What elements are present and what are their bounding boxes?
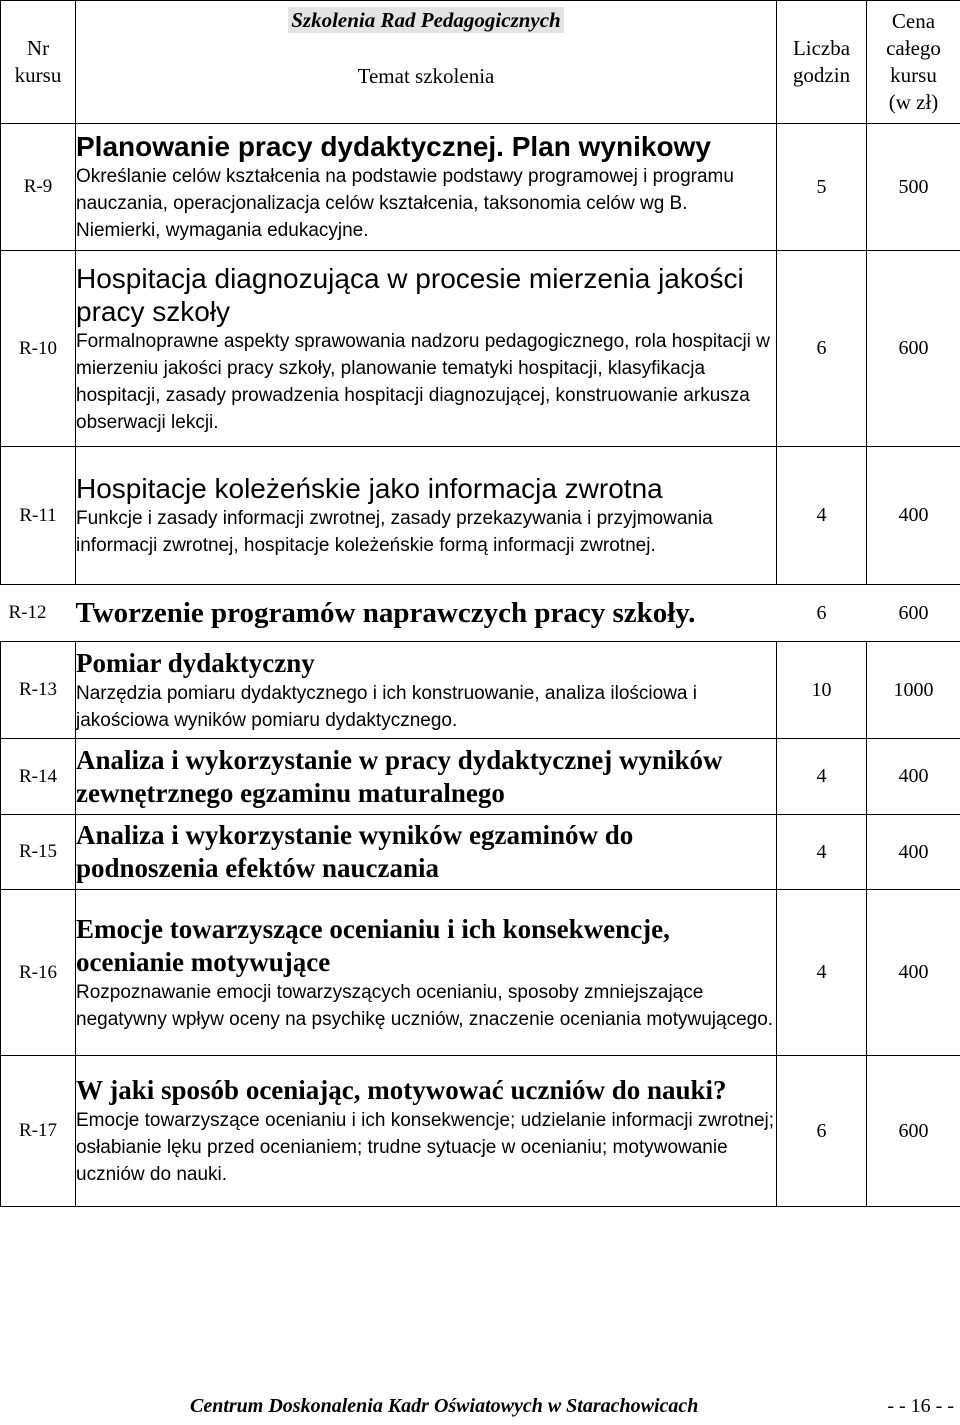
header-price-line-2: całego (886, 36, 941, 60)
course-number: R-12 (8, 602, 47, 623)
course-number: R-16 (1, 890, 76, 1056)
course-topic (76, 1056, 777, 1207)
header-nr-line-1: Nr (26, 36, 50, 60)
header-nr (1, 1, 76, 124)
course-description: Określanie celów kształcenia na podstawie podstawy programowej i programu nauczania, operacjonalizacja celów kształcenia, taksonomia celów wg B. Niemierki, wymagania edukacyjne. (76, 166, 734, 241)
course-topic (76, 124, 777, 251)
course-hours: 5 (777, 124, 867, 251)
course-number: R-14 (1, 739, 76, 815)
table-row (1, 1056, 960, 1207)
course-price: 400 (867, 739, 960, 815)
course-topic (76, 642, 777, 739)
course-price: 600 (898, 601, 929, 624)
course-title: Planowanie pracy dydaktycznej. Plan wynikowy (76, 131, 711, 162)
course-description: Rozpoznawanie emocji towarzyszących ocenianiu, sposoby zmniejszające negatywny wpływ oceny na psychikę uczniów, znaczenie oceniania motywującego. (76, 981, 774, 1030)
course-hours: 6 (777, 1056, 867, 1207)
course-description: Emocje towarzyszące ocenianiu i ich konsekwencje; udzielanie informacji zwrotnej; osłabianie lęku przed ocenianiem; trudne sytuacje w ocenianiu; motywowanie uczniów do nauki. (76, 1110, 775, 1185)
course-hours: 4 (777, 815, 867, 890)
course-title: Analiza i wykorzystanie w pracy dydaktycznej wyników zewnętrznego egzaminu maturalnego (76, 744, 723, 808)
course-description: Narzędzia pomiaru dydaktycznego i ich konstruowanie, analiza ilościowa i jakościowa wyników pomiaru dydaktycznego. (76, 682, 697, 731)
header-hours-line-1: Liczba (792, 36, 851, 60)
course-number: R-13 (1, 642, 76, 739)
table-row (1, 739, 960, 815)
header-hours-line-2: godzin (792, 63, 851, 87)
course-price: 400 (867, 890, 960, 1056)
series-title: Szkolenia Rad Pedagogicznych (76, 7, 776, 34)
table-row (1, 585, 960, 642)
course-price: 600 (867, 1056, 960, 1207)
course-description: Formalnoprawne aspekty sprawowania nadzoru pedagogicznego, rola hospitacji w mierzeniu jakości pracy szkoły, planowanie tematyki hospitacji, klasyfikacja hospitacji, zasady prowadzenia hospitacji diagnozującej, konstruowanie arkusza obserwacji lekcji. (76, 330, 770, 433)
header-price-line-1: Cena (891, 9, 936, 33)
footer-institution: Centrum Doskonalenia Kadr Oświatowych w Starachowicach (190, 1395, 699, 1417)
course-title: W jaki sposób oceniając, motywować uczniów do nauki? (76, 1075, 727, 1105)
course-price: 400 (867, 815, 960, 890)
course-hours: 4 (777, 739, 867, 815)
course-title: Analiza i wykorzystanie wyników egzaminów do podnoszenia efektów nauczania (76, 820, 634, 883)
course-topic (76, 447, 777, 585)
course-price: 1000 (867, 642, 960, 739)
table-row (1, 890, 960, 1056)
course-number: R-11 (1, 447, 76, 585)
table-row (1, 815, 960, 890)
course-number: R-9 (1, 124, 76, 251)
header-topic-label: Temat szkolenia (357, 64, 495, 88)
course-description: Funkcje i zasady informacji zwrotnej, zasady przekazywania i przyjmowania informacji zwrotnej, hospitacje koleżeńskie formą informacji zwrotnej. (76, 508, 713, 556)
course-topic (76, 585, 777, 642)
course-hours: 6 (777, 251, 867, 447)
course-title: Emocje towarzyszące ocenianiu i ich konsekwencje, ocenianie motywujące (76, 913, 670, 977)
course-hours: 4 (777, 447, 867, 585)
course-number: R-17 (1, 1056, 76, 1207)
course-title: Tworzenie programów naprawczych pracy szkoły. (75, 596, 696, 629)
page-number: - - 16 - - (887, 1395, 954, 1417)
header-price (867, 1, 960, 124)
course-number: R-15 (1, 815, 76, 890)
course-topic (76, 815, 777, 890)
course-hours: 6 (816, 601, 827, 624)
table-row (1, 447, 960, 585)
header-price-line-4: (w zł) (888, 90, 939, 114)
table-row (1, 642, 960, 739)
course-topic (76, 890, 777, 1056)
course-title: Hospitacja diagnozująca w procesie mierzenia jakości pracy szkoły (76, 262, 744, 327)
course-title: Pomiar dydaktyczny (76, 647, 315, 678)
course-title: Hospitacje koleżeńskie jako informacja zwrotna (76, 473, 663, 504)
header-price-line-3: kursu (890, 63, 937, 87)
course-topic (76, 251, 777, 447)
table-row (1, 251, 960, 447)
course-hours: 4 (777, 890, 867, 1056)
course-price: 600 (867, 251, 960, 447)
table-header-row (1, 1, 960, 124)
course-price: 400 (867, 447, 960, 585)
course-hours: 10 (777, 642, 867, 739)
header-hours (777, 1, 867, 124)
course-topic (76, 739, 777, 815)
header-topic (76, 1, 777, 124)
course-number: R-10 (1, 251, 76, 447)
course-price: 500 (867, 124, 960, 251)
table-row (1, 124, 960, 251)
header-nr-line-2: kursu (14, 63, 62, 87)
